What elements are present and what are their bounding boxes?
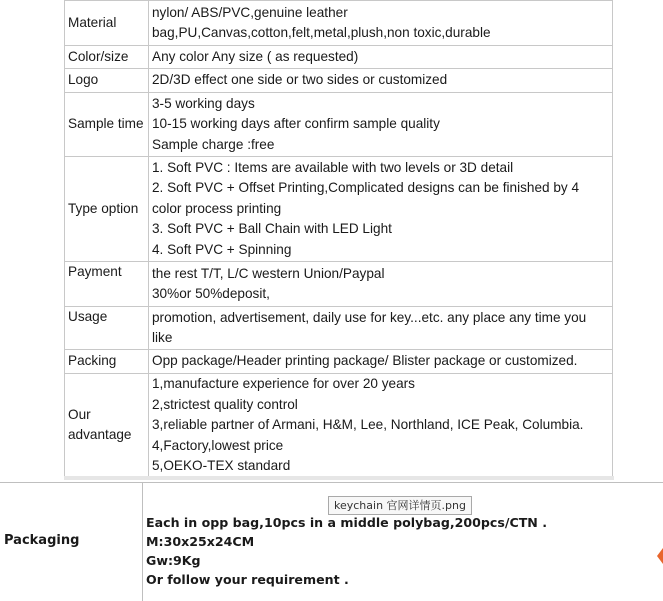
spec-table-wrapper (64, 0, 613, 478)
table-row (65, 93, 613, 157)
value-line: color process printing (152, 200, 282, 216)
row-label-type-option: Type option (65, 157, 149, 262)
row-label-usage: Usage (65, 307, 149, 350)
value-line: 4,Factory,lowest price (152, 437, 284, 453)
value-line: Any color Any size ( as requested) (152, 48, 359, 64)
value-line: 2,strictest quality control (152, 396, 298, 412)
row-value-logo (149, 69, 613, 93)
packaging-divider (142, 483, 143, 601)
row-value-our-advantage (149, 374, 613, 478)
table-row (65, 1, 613, 46)
table-row (65, 69, 613, 93)
value-line: 4. Soft PVC + Spinning (152, 241, 292, 257)
table-bottom-shade (64, 476, 614, 480)
row-value-material (149, 1, 613, 46)
row-label-logo: Logo (65, 69, 149, 93)
packaging-line: Each in opp bag,10pcs in a middle polybag,200pcs/CTN . (146, 515, 548, 530)
edge-arrow-icon (657, 548, 663, 564)
row-label-our-advantage (65, 374, 149, 478)
row-label-material: Material (65, 1, 149, 46)
packaging-details (146, 513, 547, 589)
value-line: 30%or 50%deposit, (152, 286, 270, 301)
row-label-sample-time: Sample time (65, 93, 149, 157)
value-line: 1,manufacture experience for over 20 years (152, 376, 415, 391)
row-label-color-size: Color/size (65, 46, 149, 69)
row-label-payment: Payment (65, 262, 149, 307)
value-line: 3-5 working days (152, 95, 255, 111)
table-row (65, 157, 613, 262)
value-line: Opp package/Header printing package/ Blister package or customized. (152, 353, 578, 369)
row-value-payment (149, 262, 613, 307)
filename-tooltip: keychain 官网详情页.png (328, 496, 472, 515)
value-line: 2. Soft PVC + Offset Printing,Complicated designs can be finished by 4 (152, 180, 580, 196)
row-value-type-option (149, 157, 613, 262)
packaging-label: Packaging (4, 533, 80, 548)
row-value-color-size (149, 46, 613, 69)
value-line: bag,PU,Canvas,cotton,felt,metal,plush,non toxic,durable (152, 25, 491, 40)
table-row (65, 307, 613, 350)
label-line: Our (68, 406, 91, 422)
row-value-usage (149, 307, 613, 350)
table-row (65, 46, 613, 69)
value-line: 1. Soft PVC : Items are available with two levels or 3D detail (152, 159, 514, 175)
packaging-line: Gw:9Kg (146, 553, 201, 568)
value-line: Sample charge :free (152, 136, 275, 152)
table-row (65, 262, 613, 307)
packaging-line: Or follow your requirement . (146, 572, 349, 587)
value-line: 3,reliable partner of Armani, H&M, Lee, Northland, ICE Peak, Columbia. (152, 417, 584, 432)
table-row (65, 374, 613, 478)
spec-table (64, 0, 613, 478)
value-line: nylon/ ABS/PVC,genuine leather (152, 4, 348, 20)
value-line: 10-15 working days after confirm sample quality (152, 116, 440, 132)
row-value-sample-time (149, 93, 613, 157)
label-line: advantage (68, 427, 132, 443)
value-line: 5,OEKO-TEX standard (152, 458, 291, 473)
value-line: like (152, 330, 173, 345)
value-line: 2D/3D effect one side or two sides or customized (152, 72, 448, 88)
row-value-packing (149, 350, 613, 374)
value-line: promotion, advertisement, daily use for key...etc. any place any time you (152, 309, 587, 325)
table-row (65, 350, 613, 374)
value-line: 3. Soft PVC + Ball Chain with LED Light (152, 221, 392, 237)
value-line: the rest T/T, L/C western Union/Paypal (152, 265, 385, 281)
packaging-line: M:30x25x24CM (146, 534, 255, 549)
row-label-packing: Packing (65, 350, 149, 374)
